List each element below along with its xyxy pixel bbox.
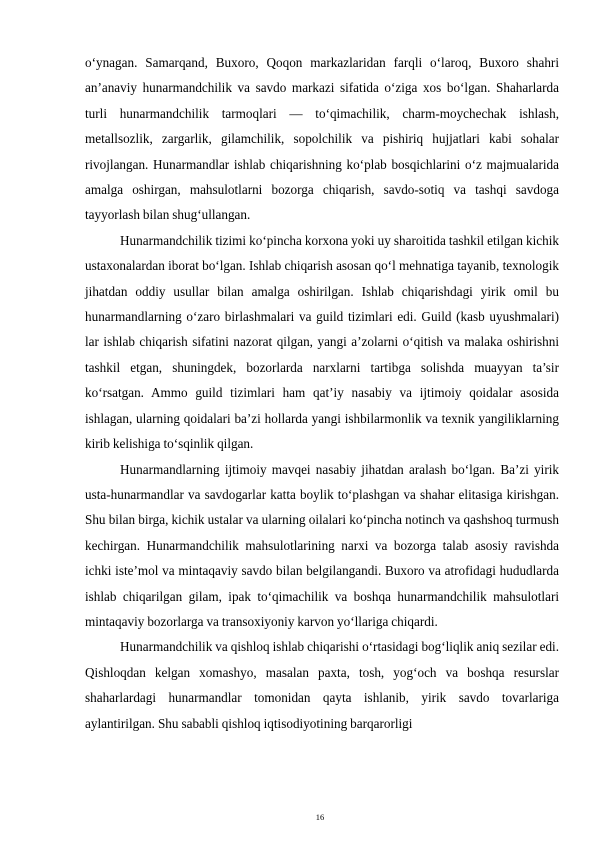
paragraph-3: Hunarmandlarning ijtimoiy mavqei nasabiy jihatdan aralash bo‘lgan. Ba’zi yirik usta-hunarmandlar va savdogarlar katta boylik to‘plashgan va shahar elitasiga kirishgan. Shu bilan birga, kichik ustalar va ularning oilalari ko‘pincha notinch va qashshoq turmush kechirgan. Hunarmandchilik mahsulotlarining narxi va bozorga talab asosiy ravishda ichki iste’mol va mintaqaviy savdo bilan belgilangandi. Buxoro va atrofidagi hududlarda ishlab chiqarilgan gilam, ipak to‘qimachilik va boshqa hunarmandchilik mahsulotlari mintaqaviy bozorlarga va transoxiyoniy karvon yo‘llariga chiqardi. xyxy=(85,461,559,629)
document-page xyxy=(85,50,559,736)
paragraph-2: Hunarmandchilik tizimi ko‘pincha korxona yoki uy sharoitida tashkil etilgan kichik ustaxonalardan iborat bo‘lgan. Ishlab chiqarish asosan qo‘l mehnatiga tayanib, texnologik jihatdan oddiy usullar bilan amalga oshirilgan. Ishlab chiqarishdagi yirik omil bu hunarmandlarning o‘zaro birlashmalari va guild tizimlari edi. Guild (kasb uyushmalari) lar ishlab chiqarish sifatini nazorat qilgan, yangi a’zolarni o‘qitish va malaka oshirishni tashkil etgan, shuningdek, bozorlarda narxlarni tartibga solishda muayyan ta’sir ko‘rsatgan. Ammo guild tizimlari ham qat’iy nasabiy va ijtimoiy qoidalar asosida ishlagan, ularning qoidalari ba’zi hollarda yangi ishbilarmonlik va texnik yangiliklarning kirib kelishiga to‘sqinlik qilgan. xyxy=(85,232,559,452)
page-number: 16 xyxy=(315,812,325,822)
paragraph-4: Hunarmandchilik va qishloq ishlab chiqarishi o‘rtasidagi bog‘liqlik aniq sezilar edi. Qishloqdan kelgan xomashyo, masalan paxta, tosh, yog‘och va boshqa resurslar shaharlardagi hunarmandlar tomonidan qayta ishlanib, yirik savdo tovarlariga aylantirilgan. Shu sababli qishloq iqtisodiyotining barqarorligi xyxy=(85,639,559,731)
paragraph-1: o‘ynagan. Samarqand, Buxoro, Qoqon markazlaridan farqli o‘laroq, Buxoro shahri an’anaviy hunarmandchilik va savdo markazi sifatida o‘ziga xos bo‘lgan. Shaharlarda turli hunarmandchilik tarmoqlari — to‘qimachilik, charm-moychechak ishlash, metallsozlik, zargarlik, gilamchilik, sopolchilik va pishiriq hujjatlari kabi sohalar rivojlangan. Hunarmandlar ishlab chiqarishning ko‘plab bosqichlarini o‘z majmualarida amalga oshirgan, mahsulotlarni bozorga chiqarish, savdo-sotiq va tashqi savdoga tayyorlash bilan shug‘ullangan. xyxy=(85,55,559,223)
